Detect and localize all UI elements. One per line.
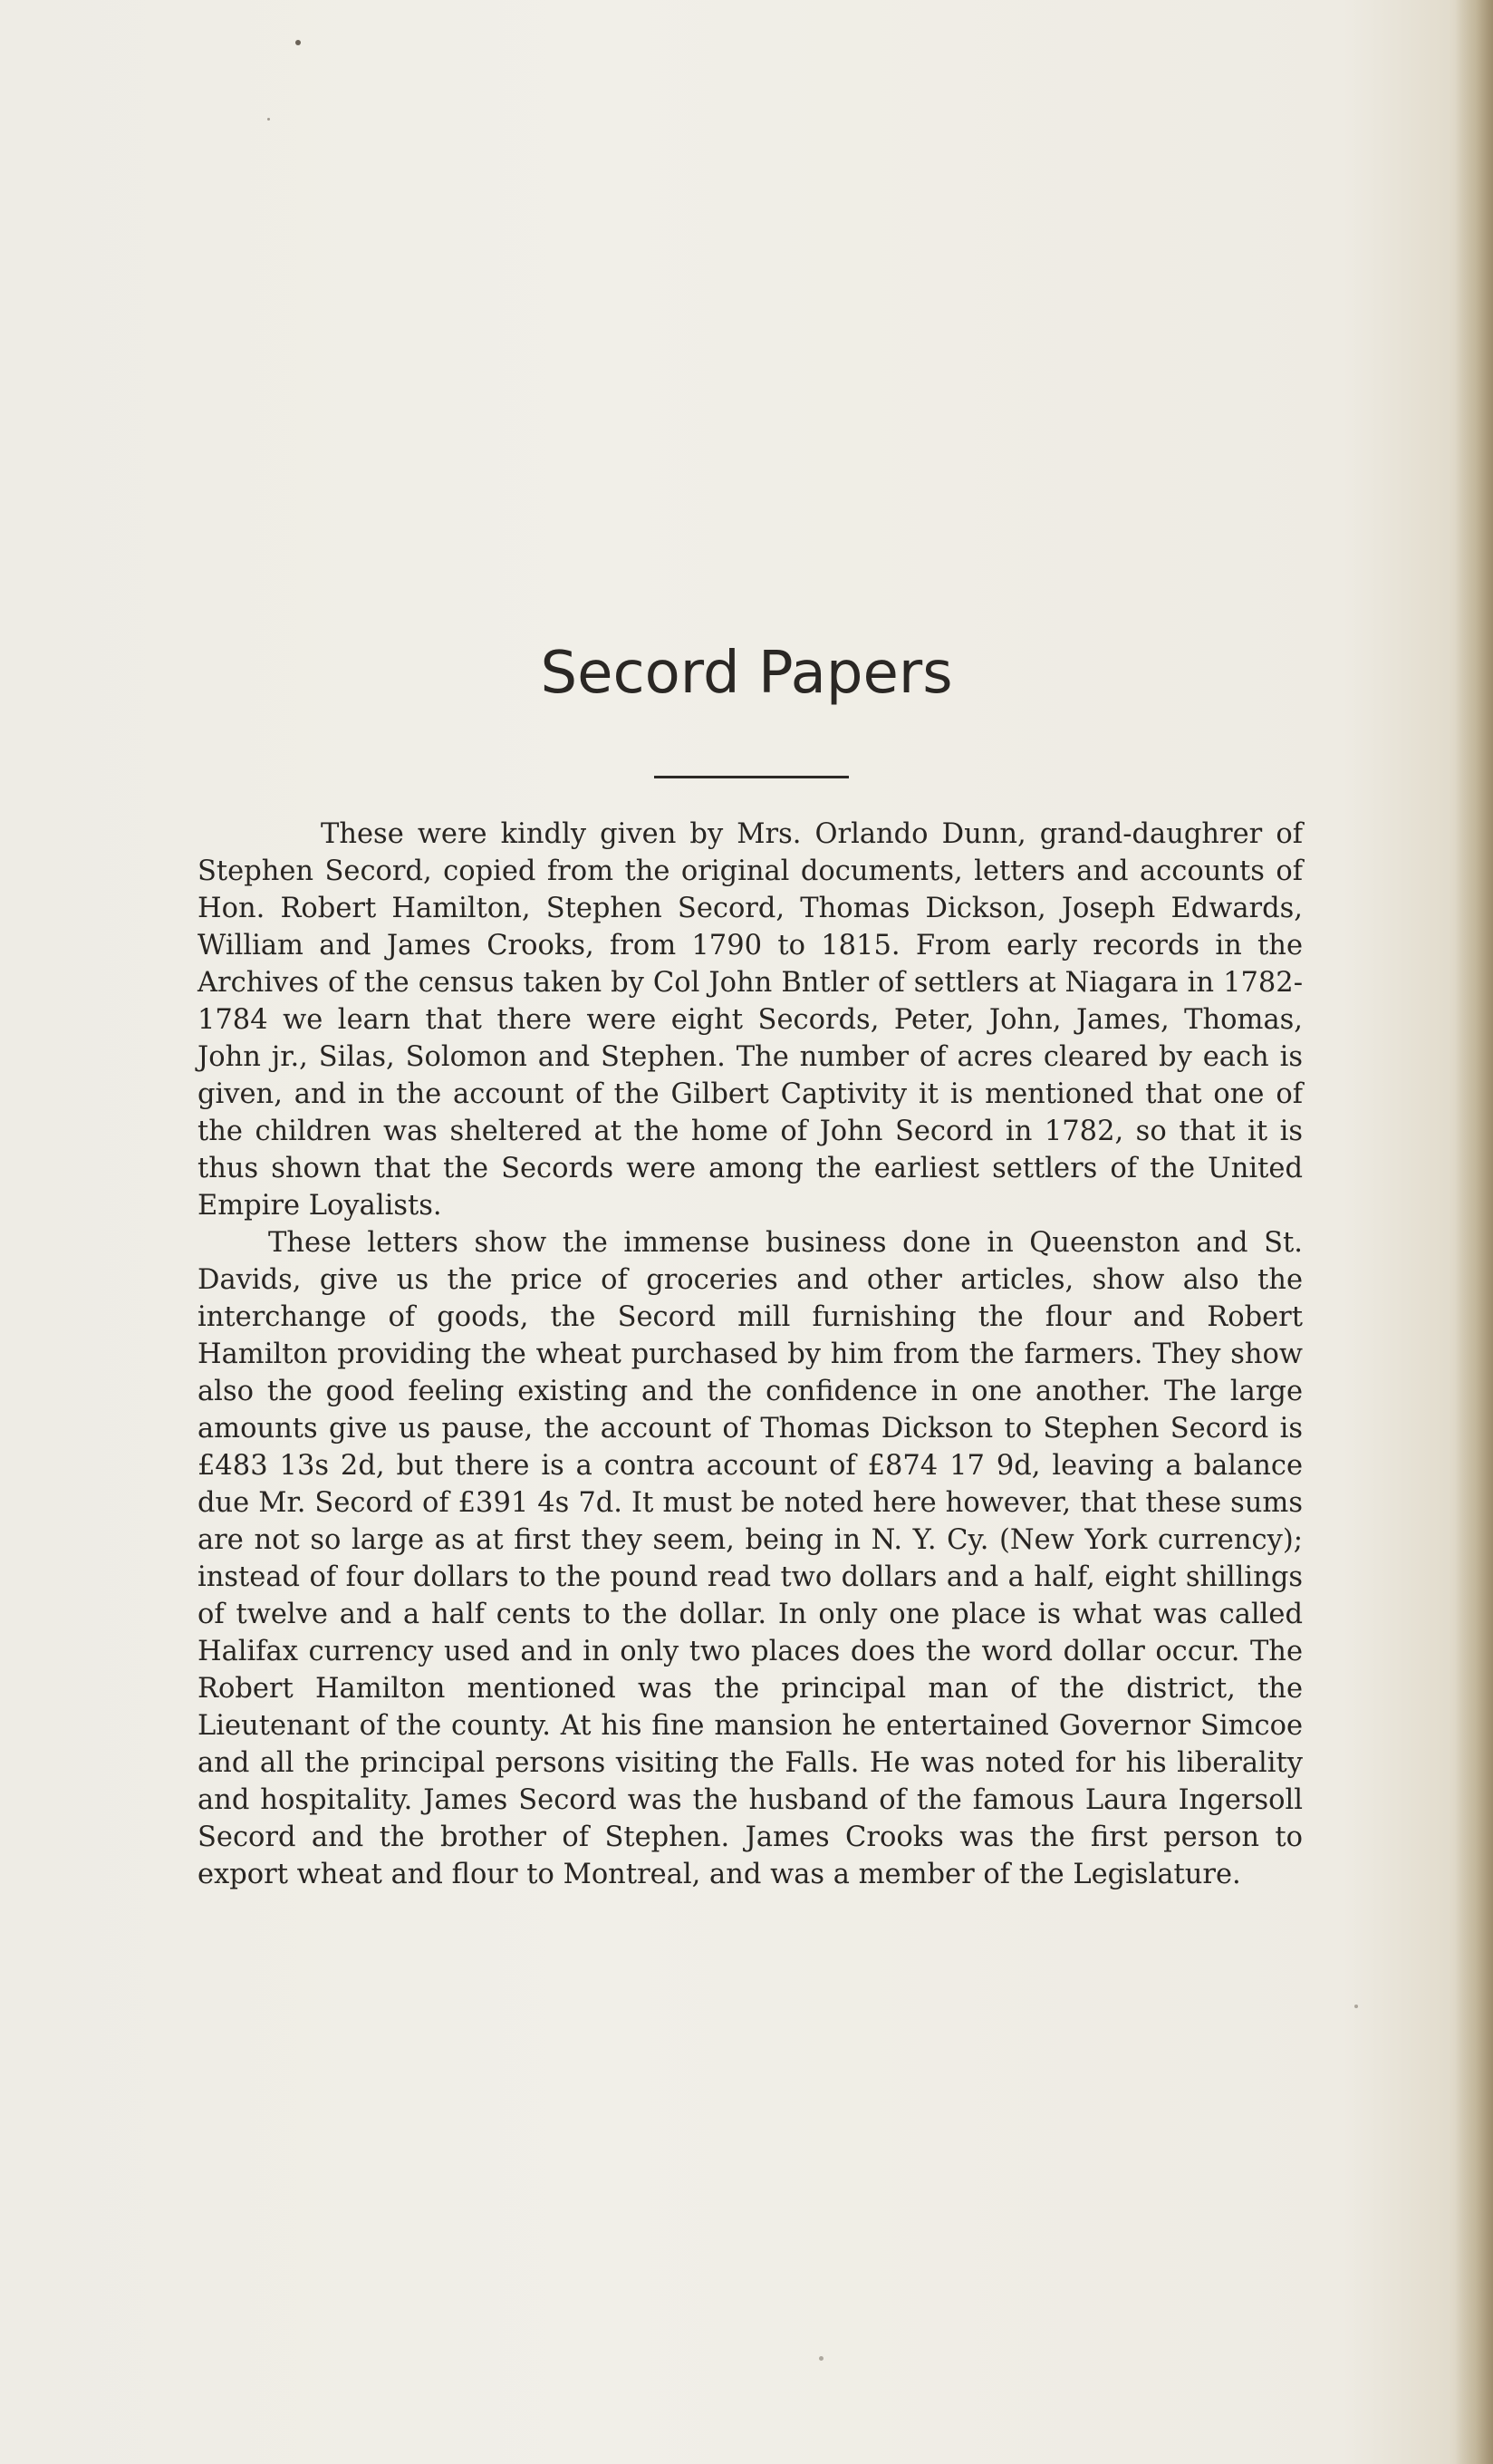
ink-speck	[819, 2356, 824, 2361]
paragraph-letters: These letters show the immense business done in Queenston and St. Davids, give us the price of groceries and other articles, show also the interchange of goods, the Secord mill furnishing the flour and Robert Hamilton providing the wheat purchased by him from the farmers. They show also the good feeling existing and the confidence in one another. The large amounts give us pause, the account of Thomas Dickson to Stephen Secord is £483 13s 2d, but there is a contra account of £874 17 9d, leaving a balance due Mr. Secord of £391 4s 7d. It must be noted here however, that these sums are not so large as at first they seem, being in N. Y. Cy. (New York currency); instead of four dollars to the pound read two dollars and a half, eight shillings of twelve and a half cents to the dollar. In only one place is what was called Halifax currency used and in only two places does the word dollar occur. The Robert Hamilton mentioned was the principal man of the district, the Lieutenant of the county. At his fine mansion he entertained Governor Simcoe and all the principal persons visiting the Falls. He was noted for his liberality and hospitality. James Secord was the husband of the famous Laura Ingersoll Secord and the brother of Stephen. James Crooks was the first person to export wheat and flour to Montreal, and was a member of the Legislature.	[197, 1227, 1303, 1890]
paragraph-intro: These were kindly given by Mrs. Orlando Dunn, grand-daughrer of Stephen Secord, copied from the original documents, letters and accounts of Hon. Robert Hamilton, Stephen Secord, Thomas Dickson, Joseph Edwards, William and James Crooks, from 1790 to 1815. From early records in the Archives of the census taken by Col John Bntler of settlers at Niagara in 1782-1784 we learn that there were eight Secords, Peter, John, James, Thomas, John jr., Silas, Solomon and Stephen. The number of acres cleared by each is given, and in the account of the Gilbert Captivity it is mentioned that one of the children was sheltered at the home of John Secord in 1782, so that it is thus shown that the Secords were among the earliest settlers of the United Empire Loyalists.	[197, 818, 1303, 1222]
page-title: Secord Papers	[540, 640, 953, 707]
ink-speck	[1354, 2005, 1358, 2008]
body-text	[197, 816, 1303, 1893]
ink-speck	[295, 40, 301, 45]
ink-speck	[267, 118, 270, 121]
page-binding-edge	[1455, 0, 1493, 2464]
title-divider	[654, 776, 849, 778]
